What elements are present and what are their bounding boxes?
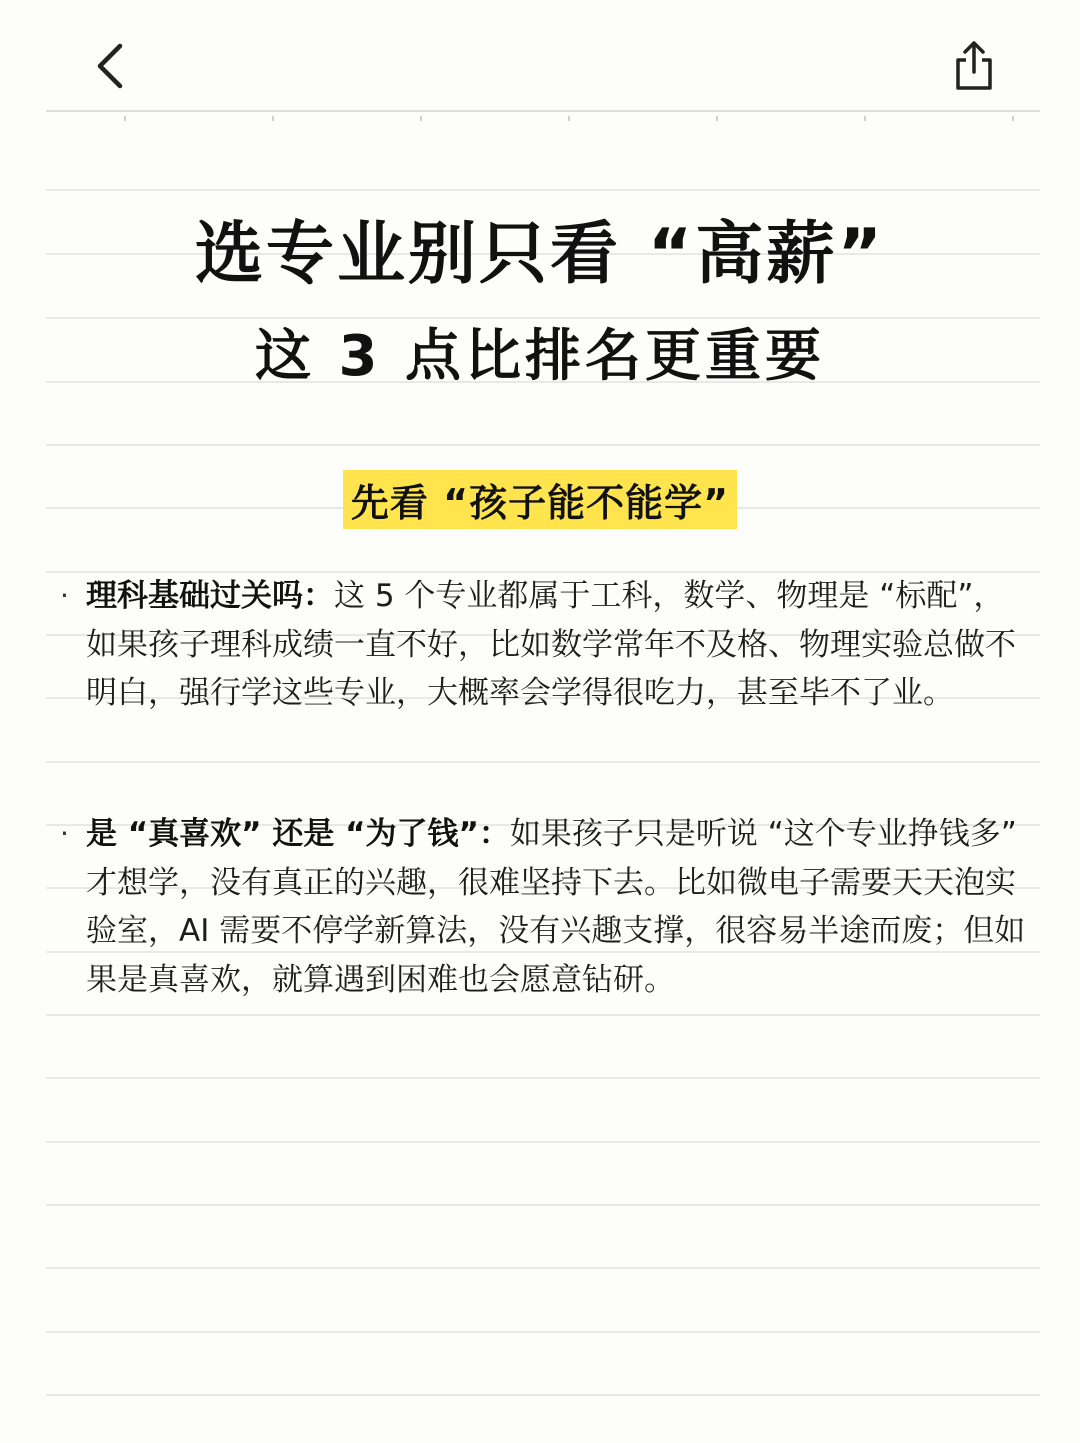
section-heading-highlight: 先看 “孩子能不能学” [343, 470, 737, 529]
bullet-dot-icon: · [60, 579, 69, 612]
bullet-text: 如果孩子只是听说 “这个专业挣钱多” 才想学，没有真正的兴趣，很难坚持下去。比如微电子需要天天泡实验室，AI 需要不停学新算法，没有兴趣支撑，很容易半途而废；但如果是真喜欢，就算遇到困难也会愿意钻研。 [86, 816, 1026, 998]
share-icon [948, 38, 1000, 94]
section-heading [0, 470, 1080, 529]
chevron-left-icon [88, 40, 136, 92]
bullet-label: 是 “真喜欢” 还是 “为了钱”： [86, 816, 510, 852]
bullet-text: 这 5 个专业都属于工科，数学、物理是 “标配”，如果孩子理科成绩一直不好，比如数学常年不及格、物理实验总做不明白，强行学这些专业，大概率会学得很吃力，甚至毕不了业。 [86, 578, 1016, 711]
bullet-item [60, 572, 1031, 718]
page-title: 选专业别只看 “高薪” [194, 215, 886, 294]
bullet-item [60, 810, 1031, 1004]
share-button[interactable] [948, 38, 1000, 94]
top-navigation-bar [0, 0, 1080, 112]
page-subtitle: 这 3 点比排名更重要 [255, 324, 825, 389]
bullet-dot-icon: · [60, 817, 69, 850]
bullet-label: 理科基础过关吗： [86, 578, 334, 614]
back-button[interactable] [88, 40, 136, 92]
